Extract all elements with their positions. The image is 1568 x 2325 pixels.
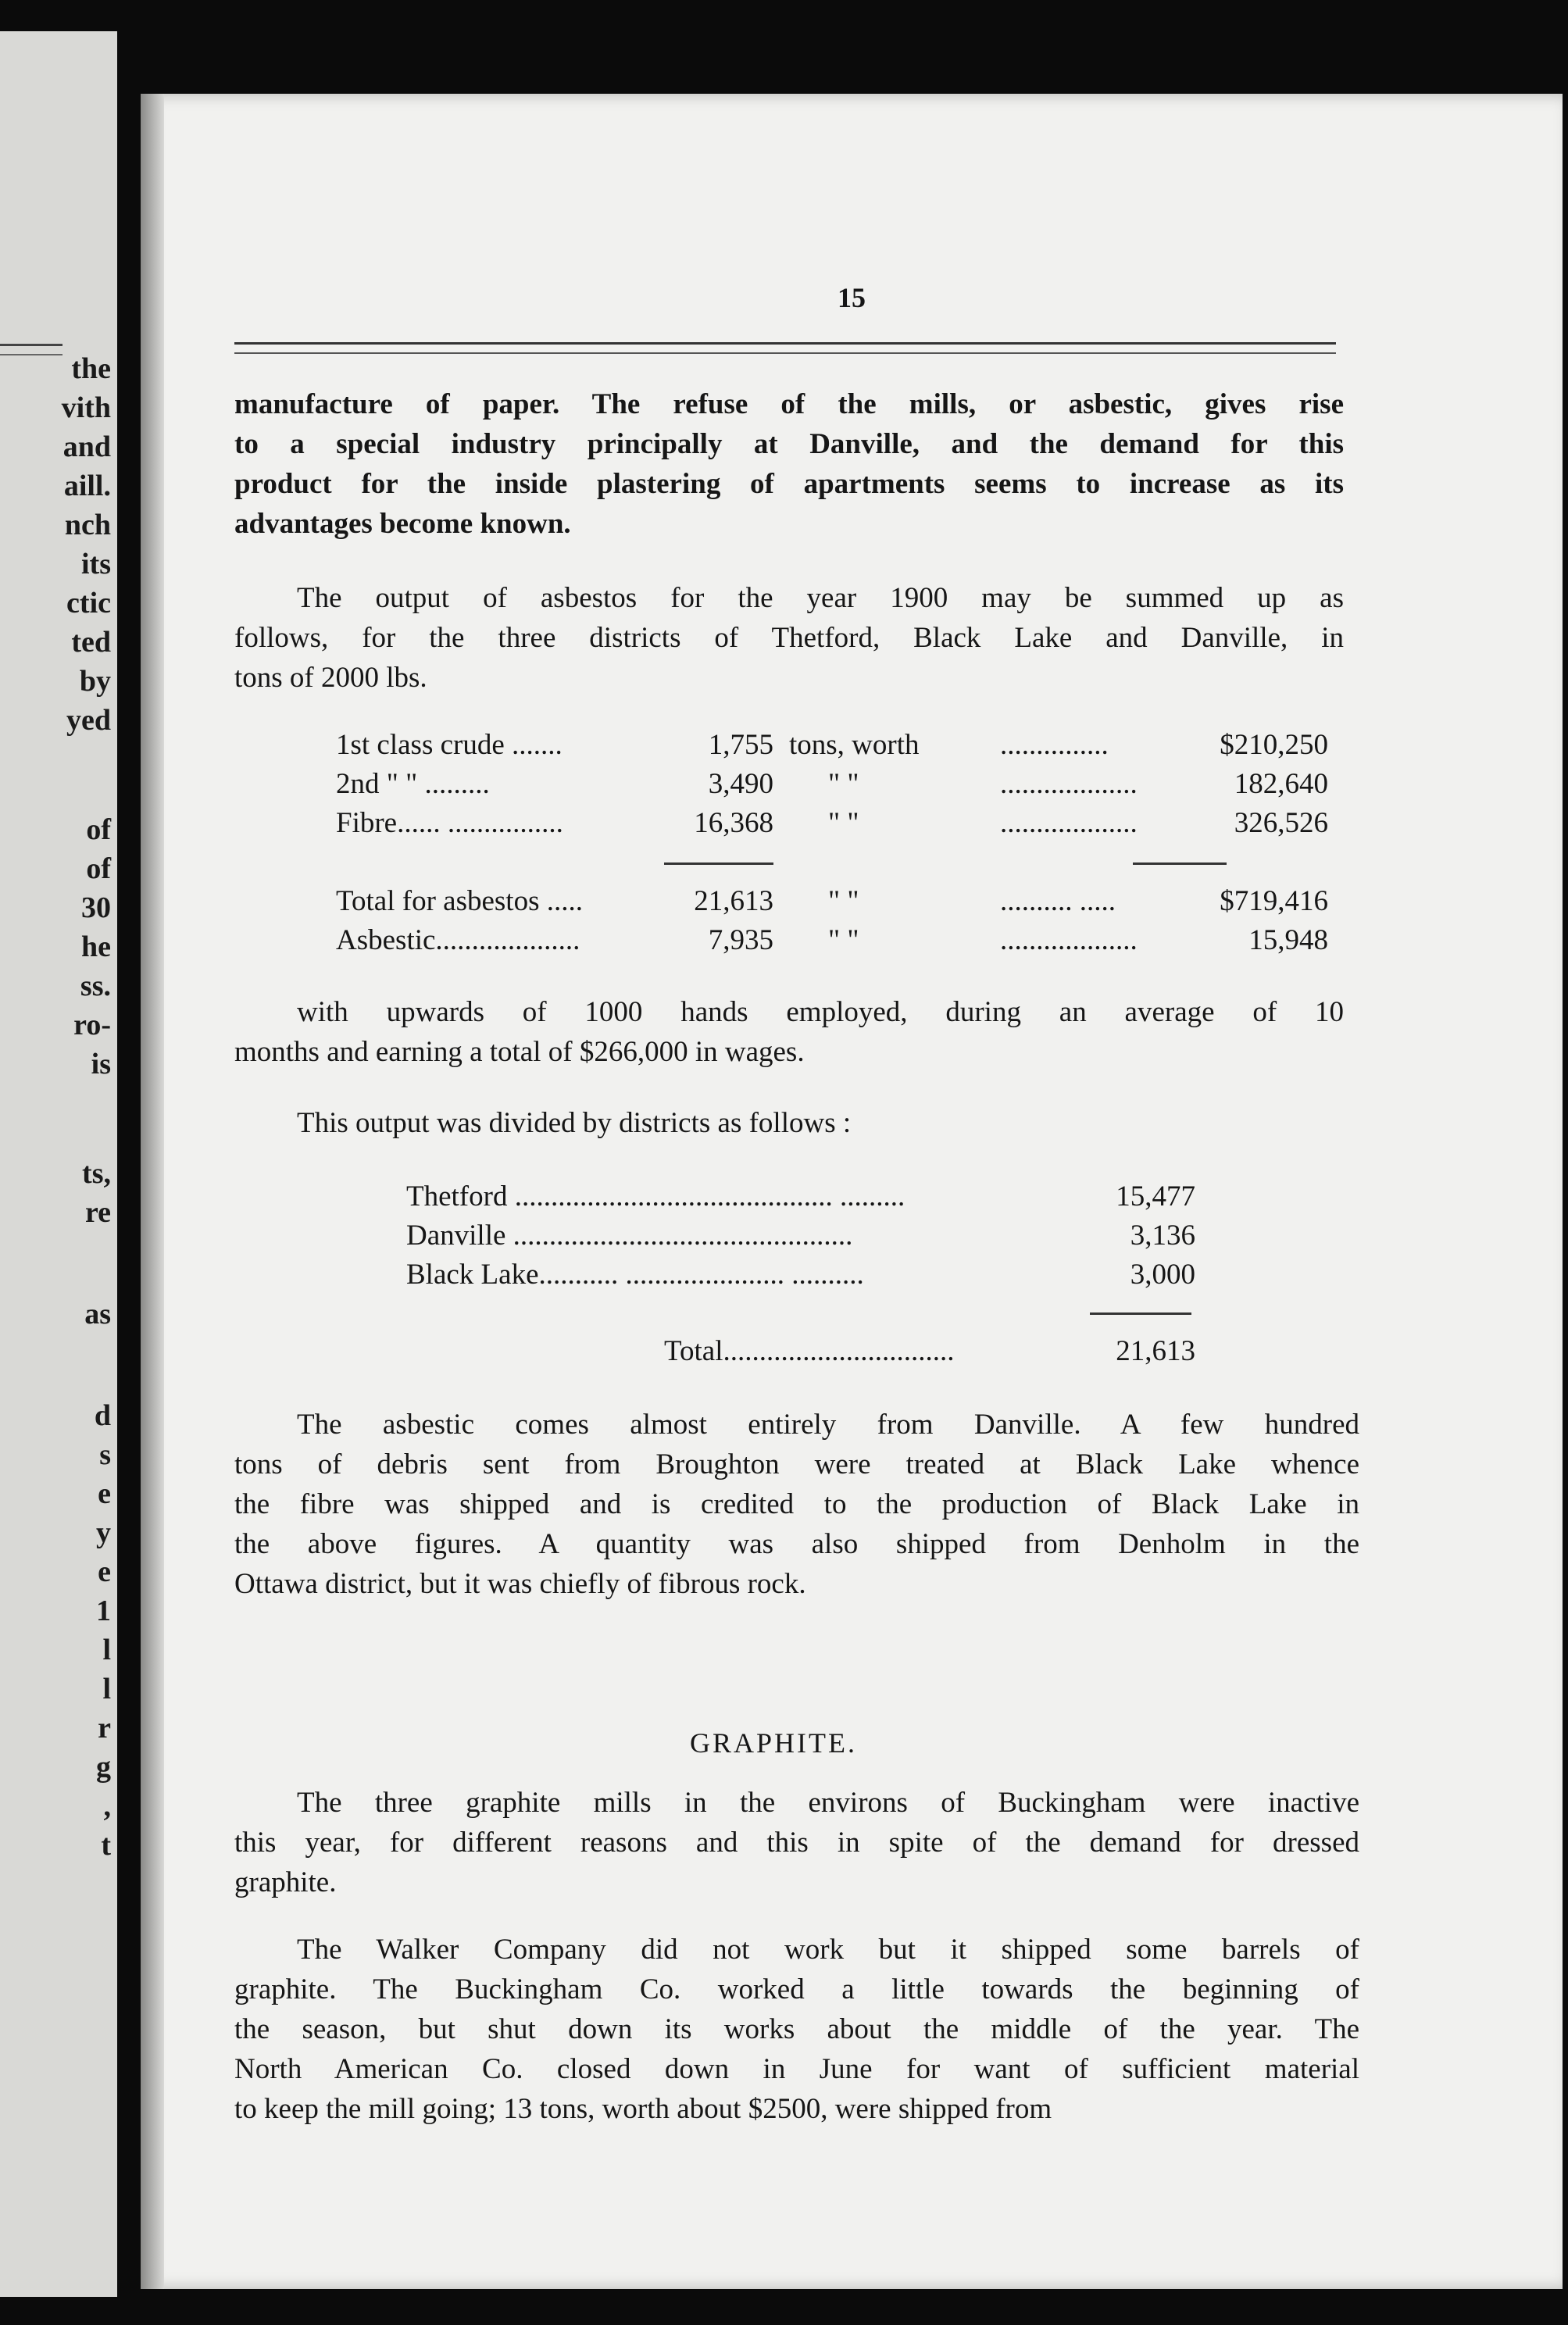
facing-page-fragment: 1	[96, 1595, 111, 1627]
paragraph-refuse	[234, 384, 1344, 544]
row-leader: ...................	[1000, 807, 1138, 839]
page-number: 15	[838, 282, 866, 313]
text-line: the season, but shut down its works about the middle of the year. The	[234, 2013, 1359, 2045]
facing-page-fragment: and	[63, 430, 111, 463]
facing-page-fragment: of	[86, 813, 111, 846]
text-line: graphite. The Buckingham Co. worked a little towards the beginning of	[234, 1973, 1359, 2005]
row-label: 2nd " " .........	[336, 768, 490, 800]
row-quantity: 21,613	[694, 885, 773, 917]
row-unit: " "	[828, 807, 859, 839]
facing-page-fragment: is	[91, 1048, 111, 1080]
facing-page-rule	[0, 344, 63, 355]
facing-page-fragment: y	[96, 1516, 111, 1549]
section-heading: GRAPHITE.	[690, 1727, 857, 1759]
text-line: The three graphite mills in the environs of Buckingham were inactive	[297, 1787, 1359, 1819]
sum-rule	[664, 862, 773, 865]
row-value: $210,250	[1220, 729, 1328, 761]
page-gutter	[141, 94, 164, 2289]
table-row	[406, 1180, 1344, 1219]
table-row	[336, 923, 1398, 962]
row-quantity: 3,490	[708, 768, 773, 800]
row-label: Asbestic....................	[336, 924, 580, 956]
text-line: to a special industry principally at Danville, and the demand for this	[234, 428, 1344, 460]
text-line: to keep the mill going; 13 tons, worth about $2500, were shipped from	[234, 2093, 1052, 2125]
facing-page-fragment: l	[102, 1634, 111, 1666]
facing-page-fragment: l	[102, 1673, 111, 1705]
table-row	[406, 1258, 1344, 1297]
row-label: Thetford ............................................ .........	[406, 1180, 905, 1212]
facing-page-fragment: he	[81, 930, 111, 963]
facing-page-fragment: vith	[61, 391, 111, 424]
table-row	[336, 806, 1398, 845]
text-line: product for the inside plastering of apartments seems to increase as its	[234, 468, 1344, 500]
paragraph-asbestic	[234, 1405, 1359, 1604]
text-line: The asbestic comes almost entirely from Danville. A few hundred	[297, 1409, 1359, 1441]
row-label: 1st class crude .......	[336, 729, 563, 761]
facing-page-fragment: s	[99, 1438, 111, 1471]
text-line: tons of 2000 lbs.	[234, 662, 427, 694]
text-line: graphite.	[234, 1866, 337, 1898]
table-row	[336, 767, 1398, 806]
row-value: 15,948	[1248, 924, 1328, 956]
row-value: 182,640	[1234, 768, 1328, 800]
facing-page-fragment: ctic	[66, 587, 111, 620]
row-label: Black Lake........... ...................... ..........	[406, 1259, 864, 1291]
table-row	[406, 1219, 1344, 1258]
row-label: Fibre...... ................	[336, 807, 563, 839]
text-line: manufacture of paper. The refuse of the mills, or asbestic, gives rise	[234, 388, 1344, 420]
table-row-total	[664, 1334, 1344, 1373]
text-line: This output was divided by districts as follows :	[297, 1107, 852, 1139]
facing-page-fragment: ts,	[82, 1157, 111, 1190]
row-leader: ...............	[1000, 729, 1109, 761]
facing-page-fragment: t	[101, 1829, 111, 1862]
row-unit: " "	[828, 885, 859, 917]
text-line: the fibre was shipped and is credited to the production of Black Lake in	[234, 1488, 1359, 1520]
facing-page-fragment: its	[81, 548, 111, 580]
row-quantity: 7,935	[708, 924, 773, 956]
text-line: The Walker Company did not work but it shipped some barrels of	[297, 1934, 1359, 1966]
facing-page-fragment: nch	[64, 509, 111, 541]
row-leader: ...................	[1000, 768, 1138, 800]
row-leader: ...................	[1000, 924, 1138, 956]
facing-page-fragment: e	[98, 1555, 111, 1588]
text-line: advantages become known.	[234, 508, 571, 540]
facing-page-fragment: g	[96, 1751, 111, 1784]
text-line: tons of debris sent from Broughton were treated at Black Lake whence	[234, 1448, 1359, 1480]
text-line: Ottawa district, but it was chiefly of fibrous rock.	[234, 1568, 806, 1600]
text-line: with upwards of 1000 hands employed, during an average of 10	[297, 996, 1344, 1028]
row-label: Total for asbestos .....	[336, 885, 583, 917]
header-rule	[234, 342, 1336, 354]
row-value: 326,526	[1234, 807, 1328, 839]
paragraph-hands	[234, 992, 1344, 1072]
facing-page-fragment: yed	[66, 704, 111, 737]
text-line: North American Co. closed down in June for want of sufficient material	[234, 2053, 1359, 2085]
facing-page-fragment: ,	[103, 1790, 111, 1823]
facing-page-edge	[0, 31, 117, 2297]
paragraph-graphite-mills	[234, 1783, 1359, 1902]
text-line: months and earning a total of $266,000 in wages.	[234, 1036, 805, 1068]
row-label: Total................................	[664, 1335, 955, 1367]
sum-rule	[1133, 862, 1227, 865]
row-value: 3,000	[1130, 1259, 1195, 1291]
row-quantity: 16,368	[694, 807, 773, 839]
row-value: 3,136	[1130, 1220, 1195, 1252]
sum-rule	[1090, 1312, 1191, 1315]
facing-page-fragment: ro-	[73, 1009, 111, 1041]
facing-page-fragment: d	[94, 1399, 111, 1432]
facing-page-fragment: re	[84, 1196, 111, 1229]
row-value: 21,613	[1116, 1335, 1195, 1367]
text-line: this year, for different reasons and this in spite of the demand for dressed	[234, 1827, 1359, 1859]
facing-page-fragment: aill.	[63, 470, 111, 502]
row-leader: .......... .....	[1000, 885, 1116, 917]
text-line: follows, for the three districts of Thetford, Black Lake and Danville, in	[234, 622, 1344, 654]
table-row	[336, 728, 1398, 767]
text-line: The output of asbestos for the year 1900 may be summed up as	[297, 582, 1344, 614]
paragraph-walker-company	[234, 1930, 1359, 2129]
text-line: the above figures. A quantity was also shipped from Denholm in the	[234, 1528, 1359, 1560]
facing-page-fragment: as	[84, 1298, 111, 1330]
facing-page-fragment: ss.	[80, 970, 111, 1002]
facing-page-fragment: r	[98, 1712, 111, 1745]
facing-page-fragment: e	[98, 1477, 111, 1510]
row-label: Danville ...............................................	[406, 1220, 853, 1252]
row-unit: " "	[828, 924, 859, 956]
row-quantity: 1,755	[708, 729, 773, 761]
facing-page-fragment: of	[86, 852, 111, 885]
row-unit: " "	[828, 768, 859, 800]
document-page	[141, 94, 1563, 2289]
facing-page-fragment: 30	[81, 891, 111, 924]
row-value: $719,416	[1220, 885, 1328, 917]
facing-page-fragment: ted	[71, 626, 111, 659]
row-value: 15,477	[1116, 1180, 1195, 1212]
facing-page-fragment: the	[71, 352, 111, 385]
paragraph-divided	[234, 1103, 1344, 1143]
facing-page-fragment: by	[79, 665, 111, 698]
table-row-total	[336, 884, 1398, 923]
row-unit: tons, worth	[789, 729, 920, 761]
paragraph-output-intro	[234, 578, 1344, 698]
